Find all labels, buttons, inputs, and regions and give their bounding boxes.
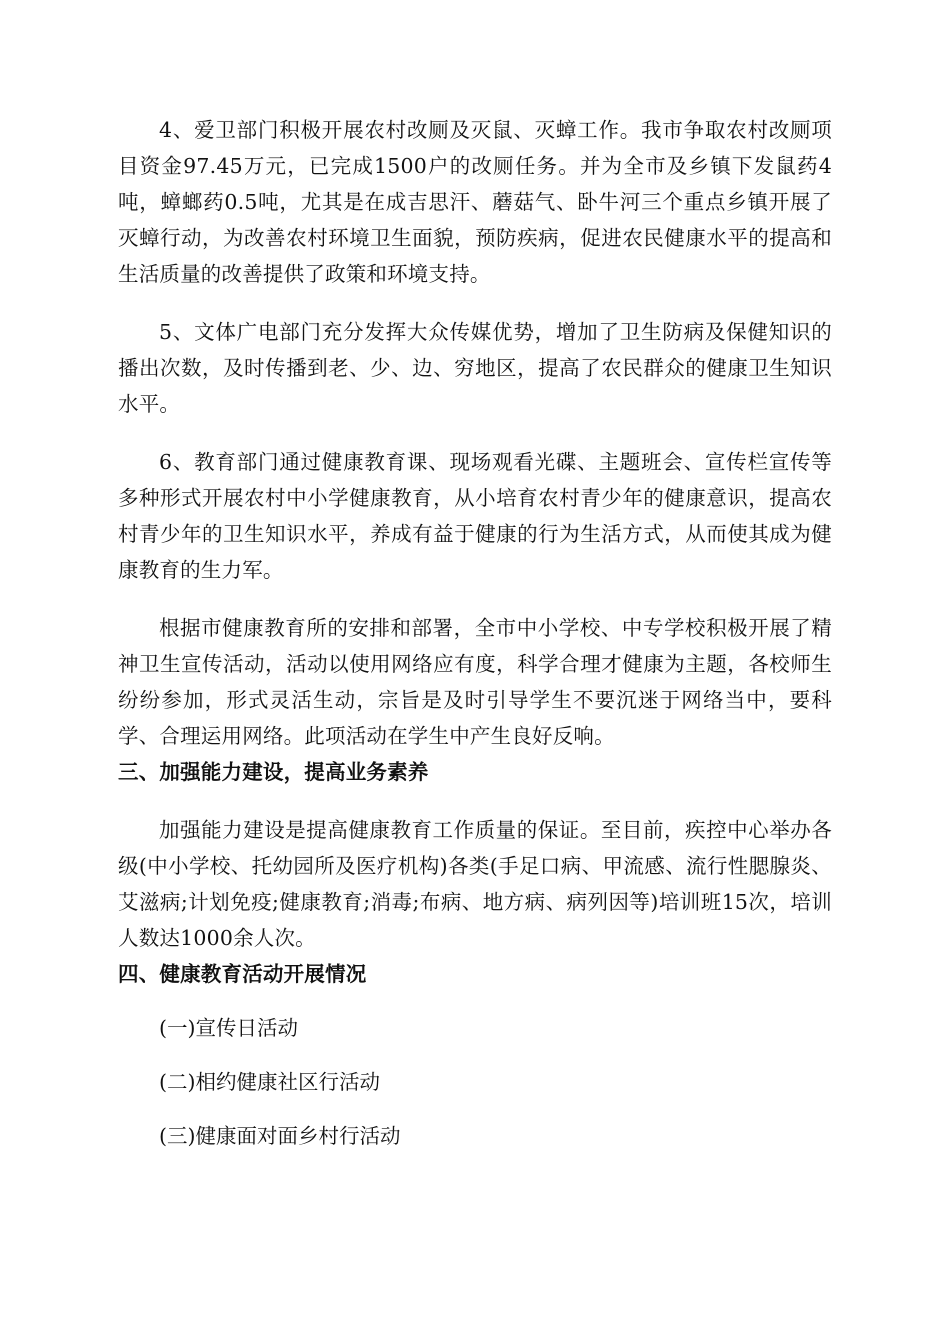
paragraph-4: 4、爱卫部门积极开展农村改厕及灭鼠、灭蟑工作。我市争取农村改厕项目资金97.45万元，已完成1500户的改厕任务。并为全市及乡镇下发鼠药4吨，蟑螂药0.5吨，尤其是在成吉思汗、蘑菇气、卧牛河三个重点乡镇开展了灭蟑行动，为改善农村环境卫生面貌，预防疾病，促进农民健康水平的提高和生活质量的改善提供了政策和环境支持。 [118,118,832,286]
section-4-item-1: (一)宣传日活动 [159,1016,298,1040]
paragraph-6: 6、教育部门通过健康教育课、现场观看光碟、主题班会、宣传栏宣传等多种形式开展农村中小学健康教育，从小培育农村青少年的健康意识，提高农村青少年的卫生知识水平，养成有益于健康的行为生活方式，从而使其成为健康教育的生力军。 [118,450,832,582]
section-4-heading: 四、健康教育活动开展情况 [118,962,367,986]
section-4-item-3: (三)健康面对面乡村行活动 [159,1124,401,1148]
section-3-body: 加强能力建设是提高健康教育工作质量的保证。至目前，疾控中心举办各级(中小学校、托幼园所及医疗机构)各类(手足口病、甲流感、流行性腮腺炎、艾滋病;计划免疫;健康教育;消毒;布病、地方病、病列因等)培训班15次，培训人数达1000余人次。 [118,818,832,950]
section-3-heading: 三、加强能力建设，提高业务素养 [118,760,429,784]
paragraph-5: 5、文体广电部门充分发挥大众传媒优势，增加了卫生防病及保健知识的播出次数，及时传播到老、少、边、穷地区，提高了农民群众的健康卫生知识水平。 [118,320,832,416]
section-4-item-2: (二)相约健康社区行活动 [159,1070,380,1094]
paragraph-mental-health: 根据市健康教育所的安排和部署，全市中小学校、中专学校积极开展了精神卫生宣传活动，活动以使用网络应有度，科学合理才健康为主题，各校师生纷纷参加，形式灵活生动，宗旨是及时引导学生不要沉迷于网络当中，要科学、合理运用网络。此项活动在学生中产生良好反响。 [118,616,832,748]
document-page [118,112,832,1154]
